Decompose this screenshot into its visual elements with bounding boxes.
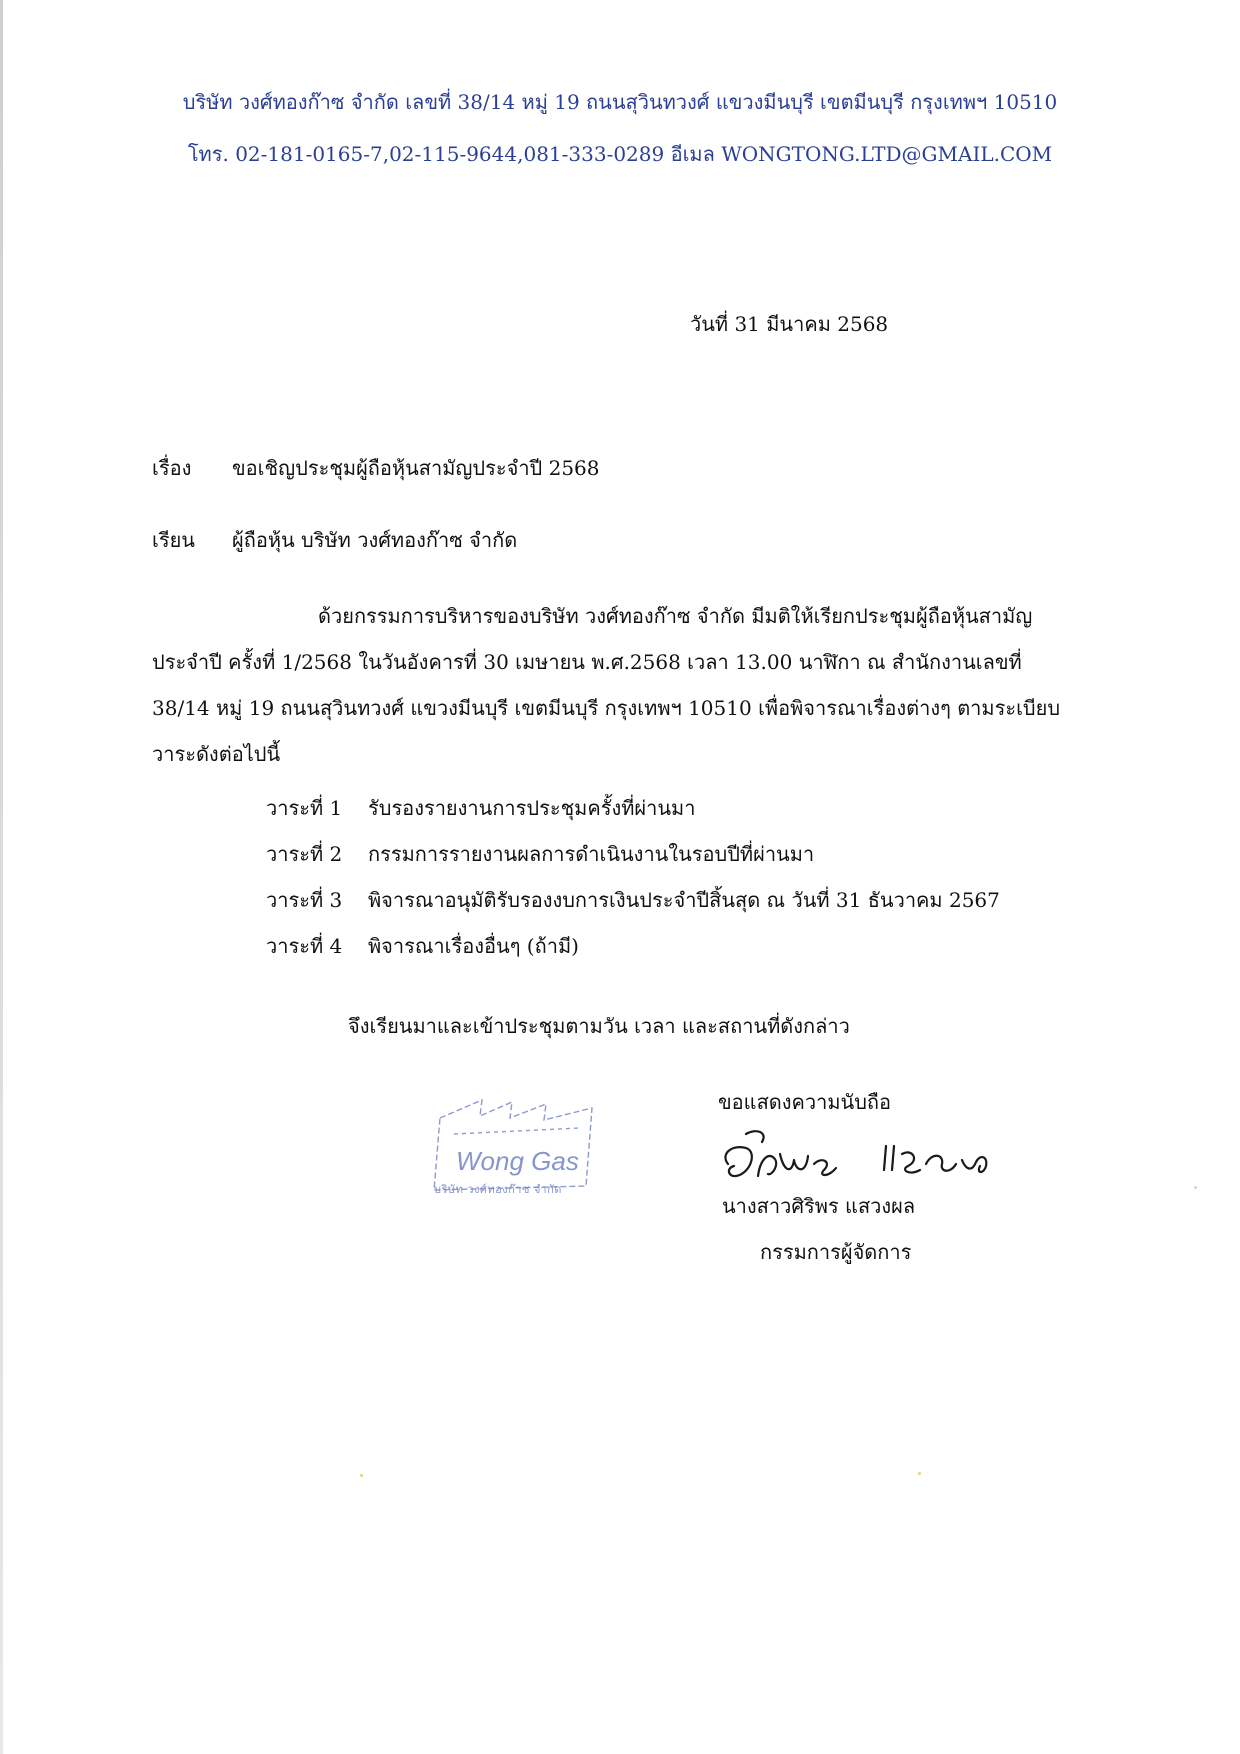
regards-text: ขอแสดงความนับถือ [718, 1090, 892, 1114]
body-line: ประจำปี ครั้งที่ 1/2568 ในวันอังคารที่ 30 เมษายน พ.ศ.2568 เวลา 13.00 นาฬิกา ณ สำนักงานเลขที่ [152, 650, 1022, 674]
recipient-value: ผู้ถือหุ้น บริษัท วงศ์ทองก๊าซ จำกัด [232, 528, 518, 552]
letter-date: วันที่ 31 มีนาคม 2568 [690, 312, 889, 336]
agenda-number: วาระที่ 3 [266, 888, 343, 912]
signer-title: กรรมการผู้จัดการ [760, 1240, 912, 1264]
scan-speck [360, 1474, 363, 1477]
agenda-item [266, 792, 695, 824]
signature-handwritten [710, 1124, 1010, 1194]
scan-speck [918, 1472, 921, 1475]
letterhead-contact: โทร. 02-181-0165-7,02-115-9644,081-333-0289 อีเมล WONGTONG.LTD@GMAIL.COM [187, 142, 1053, 166]
stamp-logo-text: Wong Gas [456, 1146, 579, 1176]
closing-statement: จึงเรียนมาและเข้าประชุมตามวัน เวลา และสถานที่ดังกล่าว [348, 1014, 850, 1038]
subject-label: เรื่อง [152, 456, 192, 480]
scan-edge [0, 0, 3, 1754]
agenda-text: พิจารณาอนุมัติรับรองงบการเงินประจำปีสิ้นสุด ณ วันที่ 31 ธันวาคม 2567 [368, 888, 1000, 912]
agenda-number: วาระที่ 1 [266, 796, 343, 820]
stamp-company-text: บริษัท วงศ์ทองก๊าซ จำกัด [434, 1183, 562, 1196]
agenda-item [266, 884, 1000, 916]
recipient-label: เรียน [152, 528, 195, 552]
body-line: วาระดังต่อไปนี้ [152, 742, 281, 766]
agenda-item [266, 838, 814, 870]
body-line: ด้วยกรรมการบริหารของบริษัท วงศ์ทองก๊าซ จำกัด มีมติให้เรียกประชุมผู้ถือหุ้นสามัญ [318, 604, 1033, 628]
letterhead-address: บริษัท วงศ์ทองก๊าซ จำกัด เลขที่ 38/14 หมู่ 19 ถนนสุวินทวงศ์ แขวงมีนบุรี เขตมีนบุรี กรุงเทพฯ 10510 [182, 90, 1058, 114]
agenda-text: พิจารณาเรื่องอื่นๆ (ถ้ามี) [368, 934, 579, 958]
subject-value: ขอเชิญประชุมผู้ถือหุ้นสามัญประจำปี 2568 [232, 456, 600, 480]
agenda-number: วาระที่ 4 [266, 934, 343, 958]
agenda-text: รับรองรายงานการประชุมครั้งที่ผ่านมา [368, 796, 696, 820]
agenda-number: วาระที่ 2 [266, 842, 343, 866]
agenda-item [266, 930, 579, 962]
signer-name: นางสาวศิริพร แสวงผล [722, 1194, 916, 1218]
body-line: 38/14 หมู่ 19 ถนนสุวินทวงศ์ แขวงมีนบุรี เขตมีนบุรี กรุงเทพฯ 10510 เพื่อพิจารณาเรื่องต่างๆ ตามระเบียบ [152, 696, 1061, 720]
scan-speck [1194, 1186, 1197, 1189]
agenda-text: กรรมการรายงานผลการดำเนินงานในรอบปีที่ผ่านมา [368, 842, 815, 866]
